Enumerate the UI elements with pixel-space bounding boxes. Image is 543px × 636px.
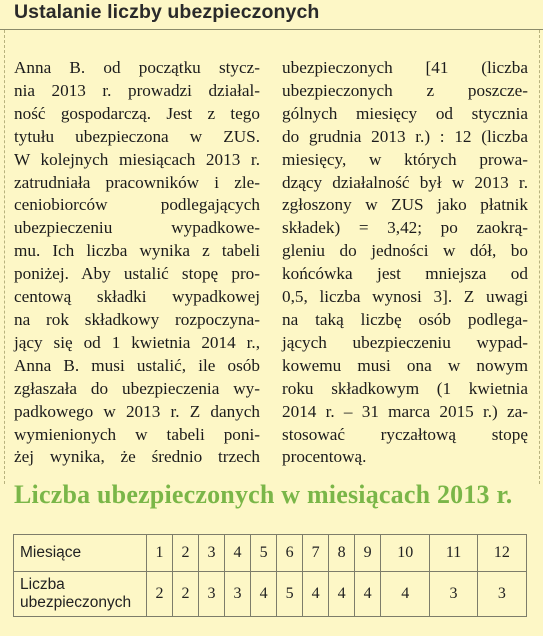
text-line: na taką liczbę osób podlega-	[282, 309, 528, 329]
insured-cell: 2	[147, 572, 173, 617]
text-line: do grudnia 2013 r.) : 12 (liczba	[282, 126, 528, 146]
month-cell: 10	[381, 535, 430, 572]
months-row	[14, 535, 527, 572]
text-line: żej wynika, że średnio trzech	[14, 447, 260, 467]
text-line: tytułu ubezpieczona w ZUS.	[14, 126, 260, 146]
insured-cell: 3	[199, 572, 225, 617]
text-line: stosować ryczałtową stopę	[282, 424, 528, 444]
text-line: ność gospodarczą. Jest z tego	[14, 103, 260, 123]
text-line: miesięcy, w których prowa-	[282, 149, 528, 169]
right-text-column	[282, 57, 528, 469]
right-paragraph	[282, 57, 528, 469]
insured-label-line2: ubezpieczonych	[20, 594, 132, 611]
text-line: składek) = 3,42; po zaokrą-	[282, 218, 528, 238]
text-line: dzący działalność był w 2013 r.	[282, 172, 528, 192]
title-divider	[0, 29, 543, 30]
text-line: zgłaszała do ubezpieczenia wy-	[14, 378, 260, 398]
text-line: padkowego w 2013 r. Z danych	[14, 401, 260, 421]
insured-cell: 4	[381, 572, 430, 617]
text-line: jących ubezpieczeniu wypad-	[282, 332, 528, 352]
text-line: ubezpieczonych z poszcze-	[282, 80, 528, 100]
text-line: roku składkowym (1 kwietnia	[282, 378, 528, 398]
insured-cell: 5	[277, 572, 303, 617]
table-title: Liczba ubezpieczonych w miesiącach 2013 r.	[14, 480, 513, 509]
text-line: gólnych miesięcy od stycznia	[282, 103, 528, 123]
text-line: 2014 r. – 31 marca 2015 r.) za-	[282, 401, 528, 421]
text-line: zatrudniała pracowników i zle-	[14, 172, 260, 192]
month-cell: 8	[329, 535, 355, 572]
month-cell: 3	[199, 535, 225, 572]
month-cell: 11	[430, 535, 477, 572]
text-line: końcówka jest mniejsza od	[282, 264, 528, 284]
text-line: Anna B. musi ustalić, ile osób	[14, 355, 260, 375]
text-line: centową składki wypadkowej	[14, 287, 260, 307]
month-cell: 1	[147, 535, 173, 572]
right-dashed-rule	[539, 30, 540, 484]
text-line: jący się od 1 kwietnia 2014 r.,	[14, 332, 260, 352]
text-line: 0,5, liczba wynosi 3]. Z uwagi	[282, 287, 528, 307]
insured-cell: 2	[173, 572, 199, 617]
text-line: ubezpieczonych [41 (liczba	[282, 58, 528, 77]
month-cell: 12	[477, 535, 526, 572]
insured-label	[14, 572, 147, 617]
insured-cell: 3	[225, 572, 251, 617]
insured-label-line1: Liczba	[20, 576, 65, 593]
box-title: Ustalanie liczby ubezpieczonych	[14, 1, 320, 23]
month-cell: 5	[251, 535, 277, 572]
text-line: poniżej. Aby ustalić stopę pro-	[14, 264, 260, 284]
left-text-column	[14, 57, 260, 469]
insured-cell: 4	[251, 572, 277, 617]
insured-cell: 4	[329, 572, 355, 617]
text-line: ubezpieczeniu wypadkowe-	[14, 218, 260, 238]
text-line: mu. Ich liczba wynika z tabeli	[14, 241, 260, 261]
text-line: ceniobiorców podlegających	[14, 195, 260, 215]
insured-table	[13, 534, 527, 617]
insured-cell: 3	[477, 572, 526, 617]
text-line: na rok składkowy rozpoczyna-	[14, 309, 260, 329]
left-dashed-rule	[4, 30, 5, 484]
insured-cell: 4	[355, 572, 381, 617]
insured-cell: 4	[303, 572, 329, 617]
text-line: zgłoszony w ZUS jako płatnik	[282, 195, 528, 215]
text-line: wymienionych w tabeli poni-	[14, 424, 260, 444]
text-line: kowemu musi ona w nowym	[282, 355, 528, 375]
month-cell: 9	[355, 535, 381, 572]
insured-cell: 3	[430, 572, 477, 617]
text-line: Anna B. od początku stycz-	[14, 58, 260, 77]
month-cell: 7	[303, 535, 329, 572]
text-line: procentową.	[282, 447, 367, 467]
text-line: nia 2013 r. prowadzi działal-	[14, 80, 260, 100]
month-cell: 4	[225, 535, 251, 572]
left-paragraph	[14, 57, 260, 469]
months-label: Miesiące	[14, 535, 147, 572]
month-cell: 6	[277, 535, 303, 572]
text-line: W kolejnych miesiącach 2013 r.	[14, 149, 260, 169]
insured-row	[14, 572, 527, 617]
month-cell: 2	[173, 535, 199, 572]
text-line: gleniu do jedności w dół, bo	[282, 241, 528, 261]
